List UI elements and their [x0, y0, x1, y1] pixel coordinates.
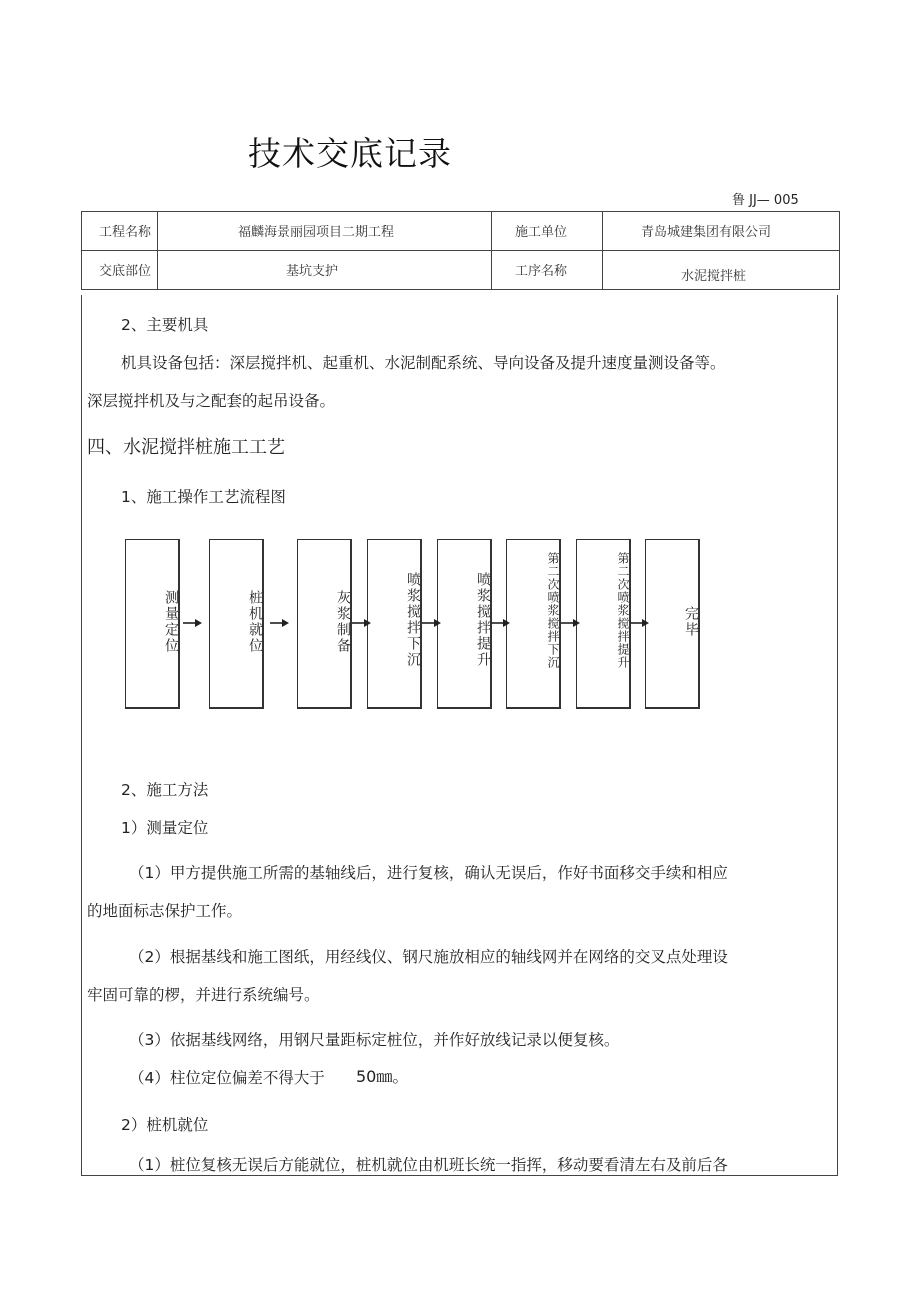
flow-step-spray-mix-descend: 喷浆搅拌下沉 [367, 539, 422, 709]
document-code: 鲁 JJ— 005 [732, 193, 799, 208]
method-heading: 2、施工方法 [121, 781, 209, 799]
rig-heading: 2）桩机就位 [121, 1116, 209, 1134]
flow-arrow-icon [183, 617, 203, 629]
paragraph-2-line2: 牢固可靠的椤，并进行系统编号。 [87, 986, 320, 1004]
contractor-value: 青岛城建集团有限公司 [603, 212, 840, 251]
flow-step-second-descend: 第二次喷浆搅拌下沉 [506, 539, 561, 709]
process-name-value: 水泥搅拌桩 [603, 251, 840, 290]
flow-step-grout-preparation: 灰浆制备 [297, 539, 352, 709]
paragraph-4-value: 50㎜。 [356, 1067, 409, 1086]
flow-step-second-lift: 第二次喷浆搅拌提升 [576, 539, 631, 709]
paragraph-1-line2: 的地面标志保护工作。 [87, 902, 243, 920]
flow-step-survey: 测量定位 [125, 539, 180, 709]
paragraph-2-line1: （2）根据基线和施工图纸，用经线仪、钢尺施放相应的轴线网并在网络的交叉点处理设 [129, 948, 728, 966]
survey-heading: 1）测量定位 [121, 819, 209, 837]
project-name-value: 福麟海景丽园项目二期工程 [158, 212, 492, 251]
flow-step-rig-positioning: 桩机就位 [209, 539, 264, 709]
flow-arrow-icon [422, 617, 442, 629]
header-table [81, 211, 840, 290]
paragraph-5: （1）桩位复核无误后方能就位，桩机就位由机班长统一指挥，移动要看清左右及前后各 [129, 1156, 728, 1174]
flow-arrow-icon [630, 617, 650, 629]
flow-heading: 1、施工操作工艺流程图 [121, 488, 286, 506]
handover-part-label: 交底部位 [82, 251, 158, 290]
handover-part-value: 基坑支护 [158, 251, 492, 290]
project-name-label: 工程名称 [82, 212, 158, 251]
flow-step-spray-mix-lift: 喷浆搅拌提升 [437, 539, 492, 709]
flow-arrow-icon [561, 617, 581, 629]
contractor-label: 施工单位 [492, 212, 603, 251]
flow-arrow-icon [491, 617, 511, 629]
equipment-text-line2: 深层搅拌机及与之配套的起吊设备。 [87, 392, 336, 410]
paragraph-3: （3）依据基线网络，用钢尺量距标定桩位，并作好放线记录以便复核。 [129, 1031, 620, 1049]
flow-arrow-icon [352, 617, 372, 629]
process-name-label: 工序名称 [492, 251, 603, 290]
flow-step-complete: 完毕 [645, 539, 700, 709]
paragraph-1-line1: （1）甲方提供施工所需的基轴线后，进行复核，确认无误后，作好书面移交手续和相应 [129, 864, 728, 882]
equipment-heading: 2、主要机具 [121, 316, 209, 334]
equipment-text-line1: 机具设备包括：深层搅拌机、起重机、水泥制配系统、导向设备及提升速度量测设备等。 [121, 354, 726, 372]
page-title: 技术交底记录 [248, 134, 452, 173]
paragraph-4-text: （4）柱位定位偏差不得大于 [129, 1069, 325, 1087]
section-four-heading: 四、水泥搅拌桩施工工艺 [87, 437, 285, 458]
flow-arrow-icon [270, 617, 290, 629]
